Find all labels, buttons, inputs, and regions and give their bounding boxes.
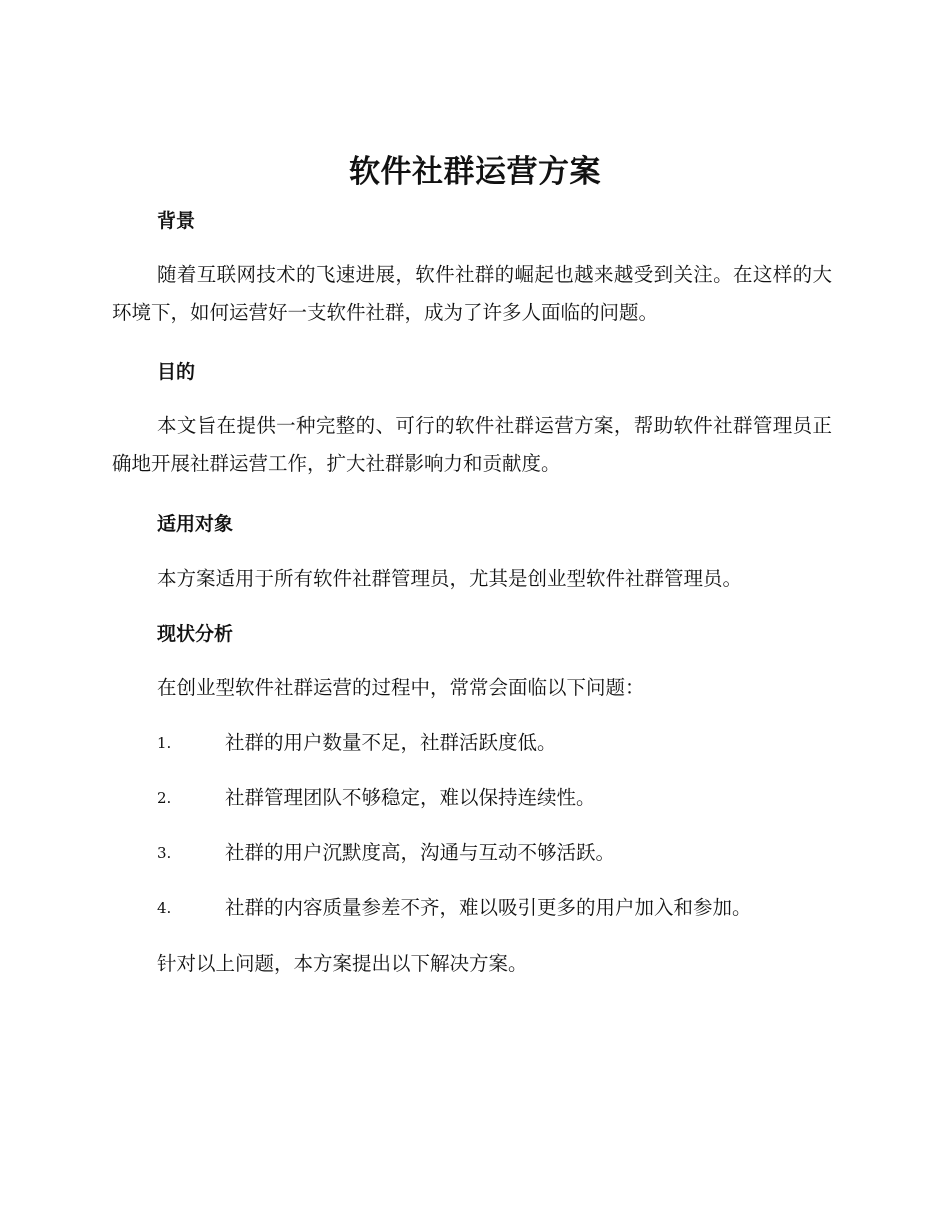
- section-paragraph-background: 随着互联网技术的飞速进展，软件社群的崛起也越来越受到关注。在这样的大环境下，如何运营好一支软件社群，成为了许多人面临的问题。: [112, 263, 832, 324]
- section-heading-background: 背景: [157, 210, 196, 232]
- section-paragraph-purpose: 本文旨在提供一种完整的、可行的软件社群运营方案，帮助软件社群管理员正确地开展社群运营工作，扩大社群影响力和贡献度。: [112, 414, 832, 475]
- list-item-number: 4.: [157, 899, 172, 917]
- list-item-text: 社群的内容质量参差不齐，难以吸引更多的用户加入和参加。: [225, 896, 752, 919]
- section-heading-purpose: 目的: [157, 361, 196, 383]
- analysis-intro: 在创业型软件社群运营的过程中，常常会面临以下问题：: [157, 676, 645, 699]
- section-heading-audience: 适用对象: [157, 513, 234, 535]
- list-item-text: 社群管理团队不够稳定，难以保持连续性。: [225, 786, 596, 809]
- analysis-conclusion: 针对以上问题，本方案提出以下解决方案。: [157, 952, 528, 975]
- section-paragraph-audience: 本方案适用于所有软件社群管理员，尤其是创业型软件社群管理员。: [157, 567, 743, 590]
- list-item-text: 社群的用户数量不足，社群活跃度低。: [225, 731, 557, 754]
- list-item-number: 1.: [157, 734, 172, 752]
- document-title: 软件社群运营方案: [349, 154, 601, 190]
- list-item-number: 2.: [157, 789, 172, 807]
- list-item-number: 3.: [157, 844, 172, 862]
- section-heading-analysis: 现状分析: [157, 623, 234, 645]
- list-item-text: 社群的用户沉默度高，沟通与互动不够活跃。: [225, 841, 616, 864]
